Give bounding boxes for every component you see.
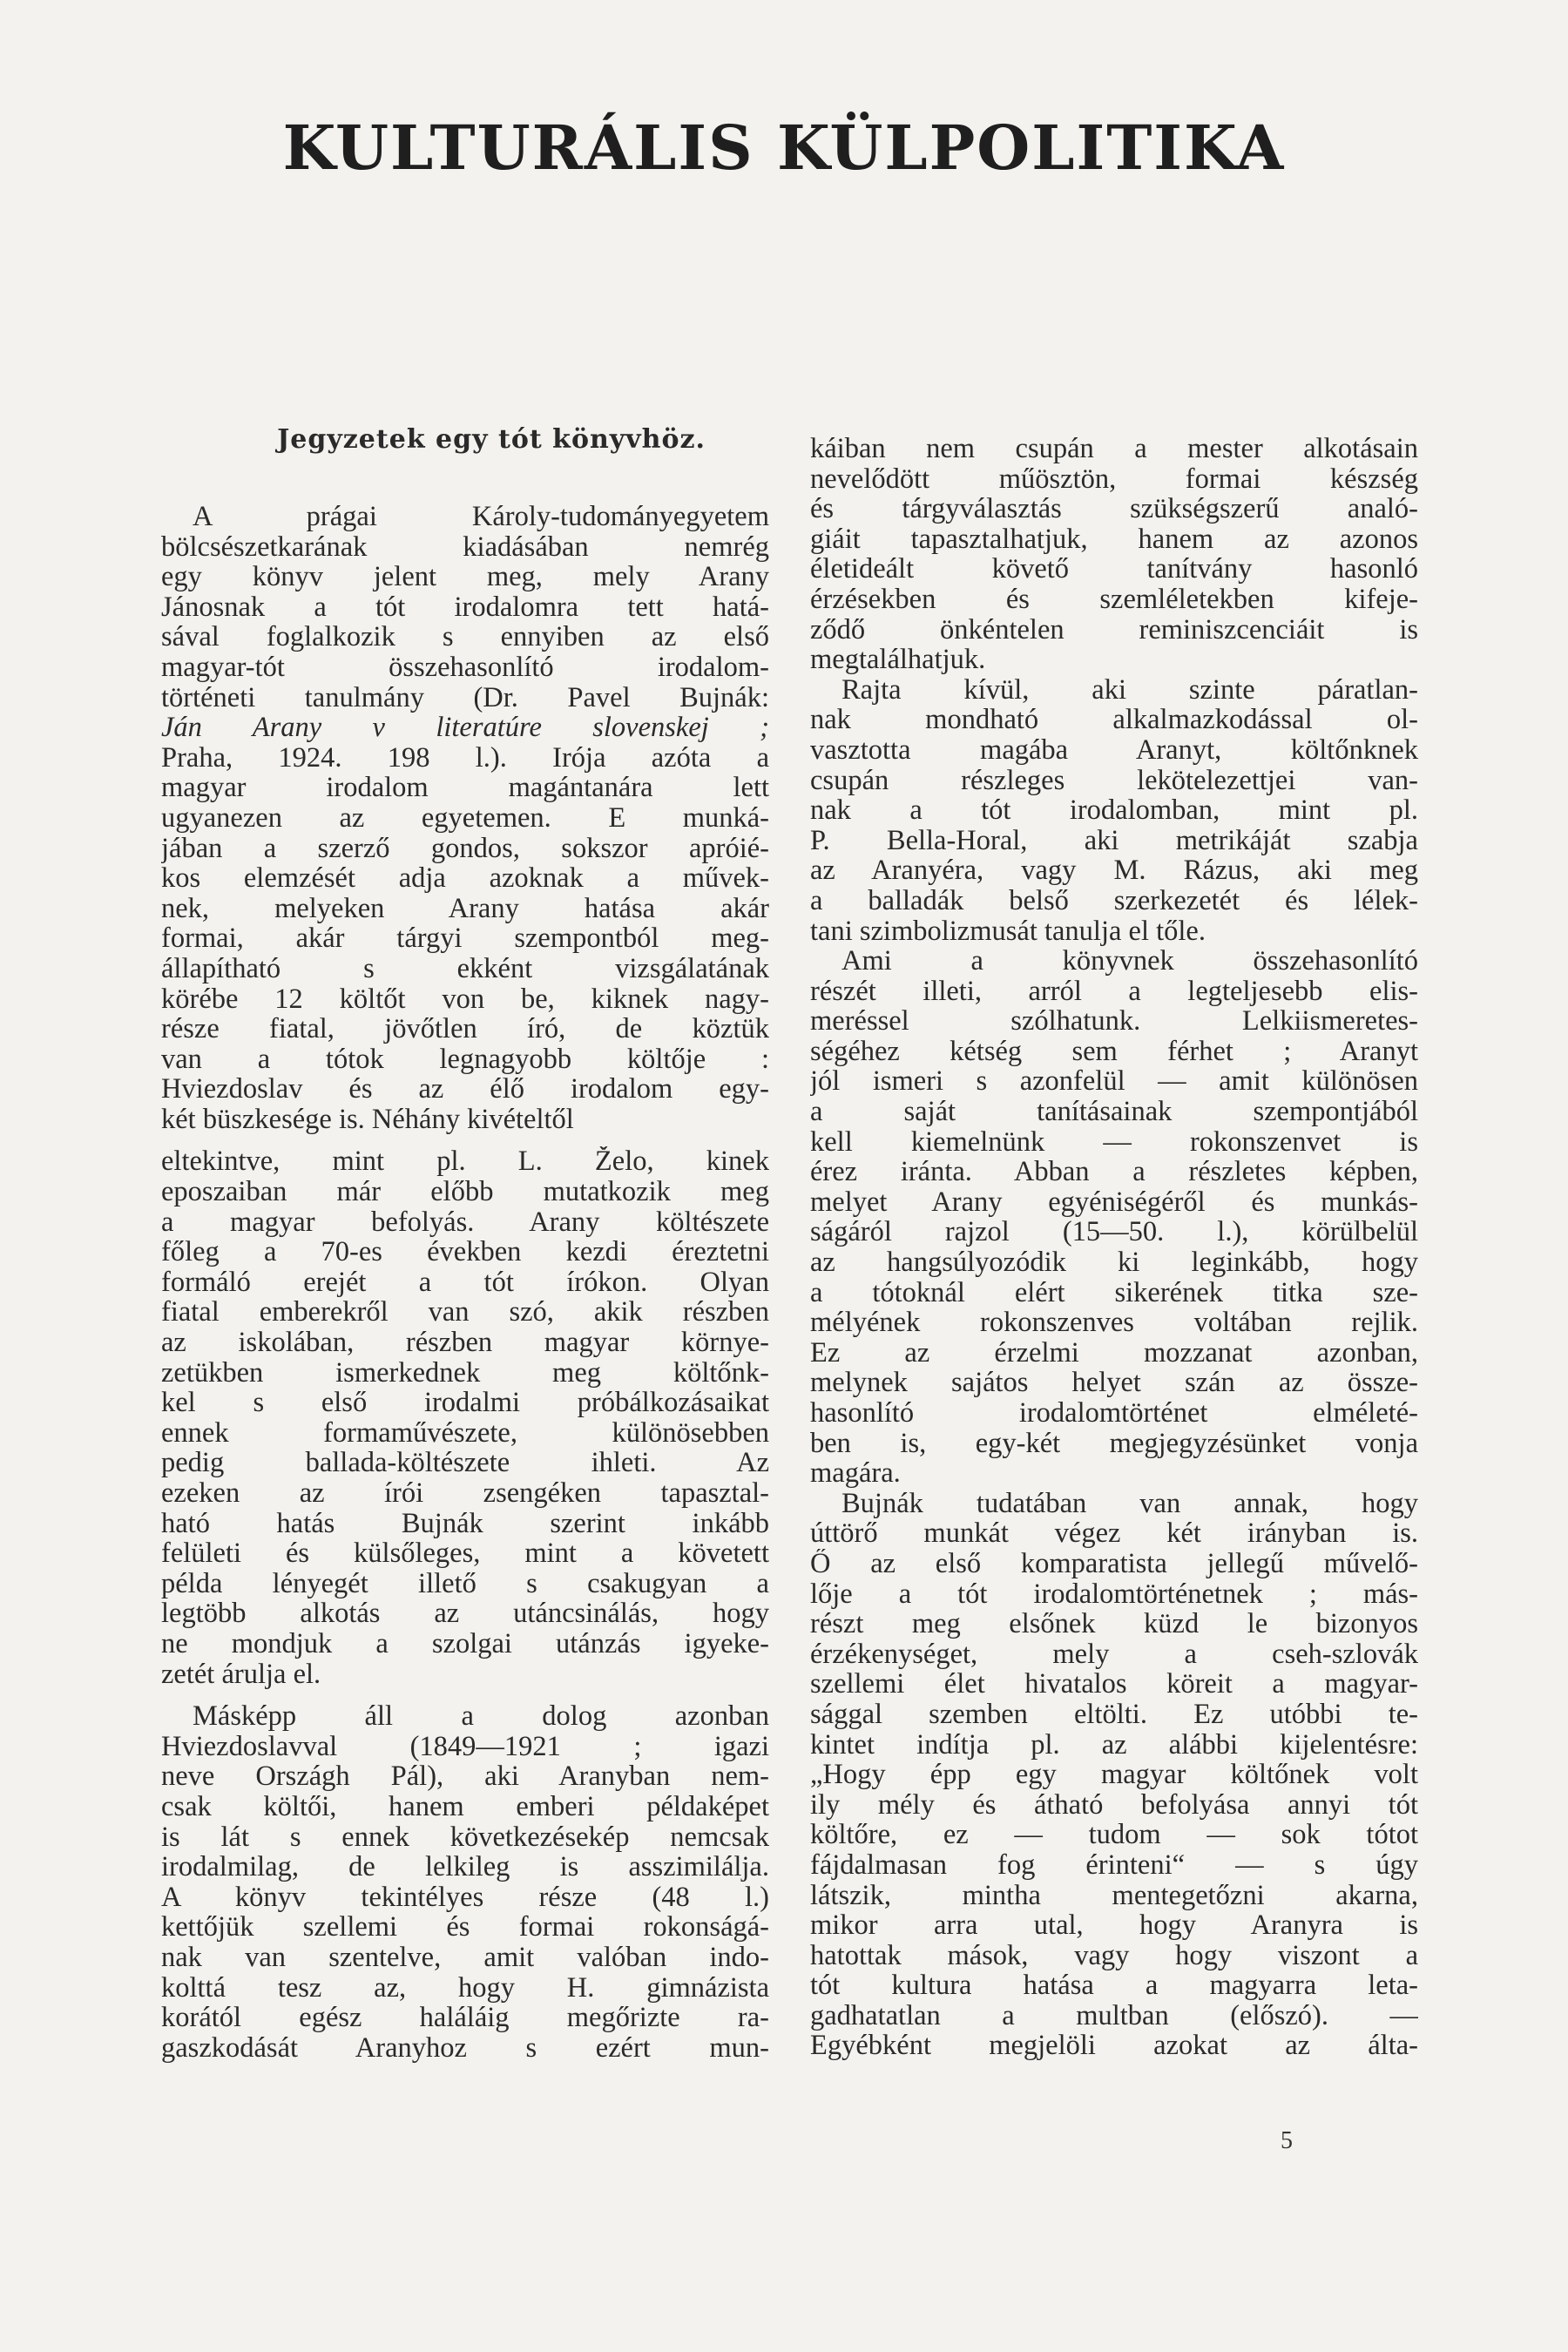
text-line: giáit tapasztalhatjuk, hanem az azonos <box>810 524 1418 555</box>
page-title: KULTURÁLIS KÜLPOLITIKA <box>282 112 1286 184</box>
text-line: példa lényegét illető s csakugyan a <box>161 1568 769 1599</box>
text-line: kolttá tesz az, hogy H. gimnázista <box>161 1972 769 2004</box>
text-line: pedig ballada-költészete ihleti. Az <box>161 1448 769 1478</box>
text-line: hatottak mások, vagy hogy viszont a <box>810 1940 1418 1971</box>
text-line: P. Bella-Horal, aki metrikáját szabja <box>810 825 1418 856</box>
text-line: az iskolában, részben magyar környe- <box>161 1328 769 1358</box>
text-line: magyar-tót összehasonlító irodalom- <box>161 652 769 683</box>
text-line: neve Országh Pál), aki Aranyban nem- <box>161 1761 769 1792</box>
text-line: kel s első irodalmi próbálkozásaikat <box>161 1388 769 1418</box>
text-line: zetükben ismerkednek meg költőnk- <box>161 1357 769 1389</box>
text-line: felületi és külsőleges, mint a követett <box>161 1538 769 1569</box>
text-line: látszik, mintha mentegetőzni akarna, <box>810 1880 1418 1911</box>
text-line: A könyv tekintélyes része (48 l.) <box>161 1882 769 1913</box>
text-line: megtalálhatjuk. <box>810 645 986 675</box>
text-line: lője a tót irodalomtörténetnek ; más- <box>810 1578 1418 1610</box>
text-line: csupán részleges lekötelezettjei van- <box>810 765 1418 796</box>
text-line: Hviezdoslav és az élő irodalom egy- <box>161 1074 769 1105</box>
text-line: Ő az első komparatista jellegű művelő- <box>810 1548 1418 1579</box>
text-line: jól ismeri s azonfelül — amit különösen <box>810 1066 1418 1098</box>
text-line: érzésekben és szemléletekben kifeje- <box>810 584 1418 615</box>
text-line: mikor arra utal, hogy Aranyra is <box>810 1910 1418 1941</box>
paragraph-gap <box>161 1134 769 1146</box>
text-line: érzékenységet, mely a cseh-szlovák <box>810 1639 1418 1670</box>
left-column-text <box>161 502 769 2063</box>
text-line: ezeken az írói zsengéken tapasztal- <box>161 1478 769 1509</box>
text-line: káiban nem csupán a mester alkotásain <box>810 434 1418 464</box>
text-line: Ján Arany v literatúre slovenskej ; <box>161 713 769 743</box>
text-line: sággal szemben eltölti. Ez utóbbi te- <box>810 1699 1418 1730</box>
text-line: irodalmilag, de lelkileg is asszimilálja. <box>161 1852 769 1882</box>
text-line: a tótoknál elért sikerének titka sze- <box>810 1277 1418 1308</box>
text-line: melyet Arany egyéniségéről és munkás- <box>810 1186 1418 1218</box>
text-line: ződő önkéntelen reminiszcenciáit is <box>810 614 1418 645</box>
text-line: fájdalmasan fog érinteni“ — s úgy <box>810 1849 1418 1881</box>
text-line: tót kultura hatása a magyarra leta- <box>810 1970 1418 2001</box>
text-line: ne mondjuk a szolgai utánzás igyeke- <box>161 1628 769 1659</box>
text-line: részét illeti, arról a legteljesebb elis- <box>810 976 1418 1007</box>
text-line: korától egész haláláig megőrizte ra- <box>161 2003 769 2033</box>
left-column <box>161 425 769 2063</box>
text-line: nak a tót irodalomban, mint pl. <box>810 795 1418 826</box>
text-line: kell kiemelnünk — rokonszenvet is <box>810 1126 1418 1158</box>
text-line: az Aranyéra, vagy M. Rázus, aki meg <box>810 855 1418 886</box>
text-line: és tárgyválasztás szükségszerű analó- <box>810 494 1418 524</box>
text-line: főleg a 70-es években kezdi éreztetni <box>161 1237 769 1267</box>
text-line: Praha, 1924. 198 l.). Irója azóta a <box>161 742 769 774</box>
text-line: tani szimbolizmusát tanulja el tőle. <box>810 916 1206 947</box>
text-line: nek, melyeken Arany hatása akár <box>161 893 769 924</box>
text-line: mélyének rokonszenves voltában rejlik. <box>810 1308 1418 1338</box>
text-line: csak költői, hanem emberi példaképet <box>161 1791 769 1822</box>
text-line: „Hogy épp egy magyar költőnek volt <box>810 1760 1418 1790</box>
text-line: meréssel szólhatunk. Lelkiismeretes- <box>810 1006 1418 1037</box>
text-line: kettőjük szellemi és formai rokonságá- <box>161 1912 769 1943</box>
text-line: van a tótok legnagyobb költője : <box>161 1044 769 1075</box>
right-column-text <box>810 434 1418 2061</box>
text-line: bölcsészetkarának kiadásában nemrég <box>161 531 769 563</box>
text-line: Rajta kívül, aki szinte páratlan- <box>841 674 1418 706</box>
text-line: nak van szentelve, amit valóban indo- <box>161 1942 769 1973</box>
article-subtitle: Jegyzetek egy tót könyvhöz. <box>277 424 706 455</box>
text-line: ható hatás Bujnák szerint inkább <box>161 1508 769 1539</box>
text-line: állapítható s ekként vizsgálatának <box>161 953 769 984</box>
text-line: Ez az érzelmi mozzanat azonban, <box>810 1337 1418 1369</box>
text-line: az hangsúlyozódik ki leginkább, hogy <box>810 1247 1418 1278</box>
text-line: Egyébként megjelöli azokat az álta- <box>810 2031 1418 2062</box>
text-line: fiatal emberekről van szó, akik részben <box>161 1297 769 1328</box>
text-line: gadhatatlan a multban (előszó). — <box>810 2000 1418 2031</box>
text-line: legtöbb alkotás az utáncsinálás, hogy <box>161 1598 769 1629</box>
text-line: körébe 12 költőt von be, kiknek nagy- <box>161 983 769 1015</box>
text-line: formai, akár tárgyi szempontból meg- <box>161 923 769 954</box>
text-line: kos elemzését adja azoknak a művek- <box>161 863 769 894</box>
text-line: életideált követő tanítvány hasonló <box>810 554 1418 585</box>
text-line: magára. <box>810 1458 901 1489</box>
text-line: történeti tanulmány (Dr. Pavel Bujnák: <box>161 682 769 713</box>
text-line: ben is, egy-két megjegyzésünket vonja <box>810 1428 1418 1459</box>
text-line: a magyar befolyás. Arany költészete <box>161 1206 769 1238</box>
text-line: Másképp áll a dolog azonban <box>193 1701 769 1732</box>
text-line: A prágai Károly-tudományegyetem <box>193 502 769 532</box>
text-line: két büszkesége is. Néhány kivételtől <box>161 1104 574 1135</box>
right-column <box>810 434 1418 2061</box>
text-line: nak mondható alkalmazkodással ol- <box>810 705 1418 735</box>
text-line: eposzaiban már előbb mutatkozik meg <box>161 1177 769 1207</box>
text-line: egy könyv jelent meg, mely Arany <box>161 562 769 592</box>
text-line: részt meg elsőnek küzd le bizonyos <box>810 1609 1418 1639</box>
text-line: gaszkodását Aranyhoz s ezért mun- <box>161 2032 769 2064</box>
text-line: is lát s ennek következésekép nemcsak <box>161 1821 769 1853</box>
text-line: formáló erejét a tót írókon. Olyan <box>161 1267 769 1298</box>
text-line: része fiatal, jövőtlen író, de köztük <box>161 1014 769 1044</box>
text-line: melynek sajátos helyet szán az össze- <box>810 1368 1418 1398</box>
text-line: vasztotta magába Aranyt, költőnknek <box>810 734 1418 766</box>
text-line: Bujnák tudatában van annak, hogy <box>841 1488 1418 1519</box>
text-line: Jánosnak a tót irodalomra tett hatá- <box>161 591 769 623</box>
text-line: érez iránta. Abban a részletes képben, <box>810 1157 1418 1187</box>
text-line: Ami a könyvnek összehasonlító <box>841 946 1418 977</box>
text-line: kintet indítja pl. az alábbi kijelentésre: <box>810 1729 1418 1761</box>
text-line: a saját tanításainak szempontjából <box>810 1097 1418 1127</box>
text-line: sával foglalkozik s ennyiben az első <box>161 622 769 652</box>
text-line: ugyanezen az egyetemen. E munká- <box>161 802 769 834</box>
text-line: szellemi élet hivatalos köreit a magyar- <box>810 1669 1418 1700</box>
text-line: nevelődött műösztön, formai készség <box>810 463 1418 495</box>
text-line: ily mély és átható befolyása annyi tót <box>810 1789 1418 1821</box>
text-line: költőre, ez — tudom — sok tótot <box>810 1820 1418 1850</box>
text-line: úttörő munkát végez két irányban is. <box>810 1518 1418 1549</box>
text-line: ennek formaművészete, különösebben <box>161 1417 769 1449</box>
page-number: 5 <box>1281 2127 1293 2154</box>
text-line: hasonlító irodalomtörténet elméleté- <box>810 1398 1418 1429</box>
text-line: magyar irodalom magántanára lett <box>161 773 769 803</box>
text-line: Hviezdoslavval (1849—1921 ; igazi <box>161 1731 769 1762</box>
text-line: a balladák belső szerkezetét és lélek- <box>810 885 1418 916</box>
text-line: ségéhez kétség sem férhet ; Aranyt <box>810 1036 1418 1067</box>
text-line: jában a szerző gondos, sokszor apróié- <box>161 833 769 864</box>
text-line: zetét árulja el. <box>161 1659 321 1690</box>
text-line: ságáról rajzol (15—50. l.), körülbelül <box>810 1217 1418 1248</box>
text-line: eltekintve, mint pl. L. Želo, kinek <box>161 1146 769 1178</box>
paragraph-gap <box>161 1689 769 1701</box>
